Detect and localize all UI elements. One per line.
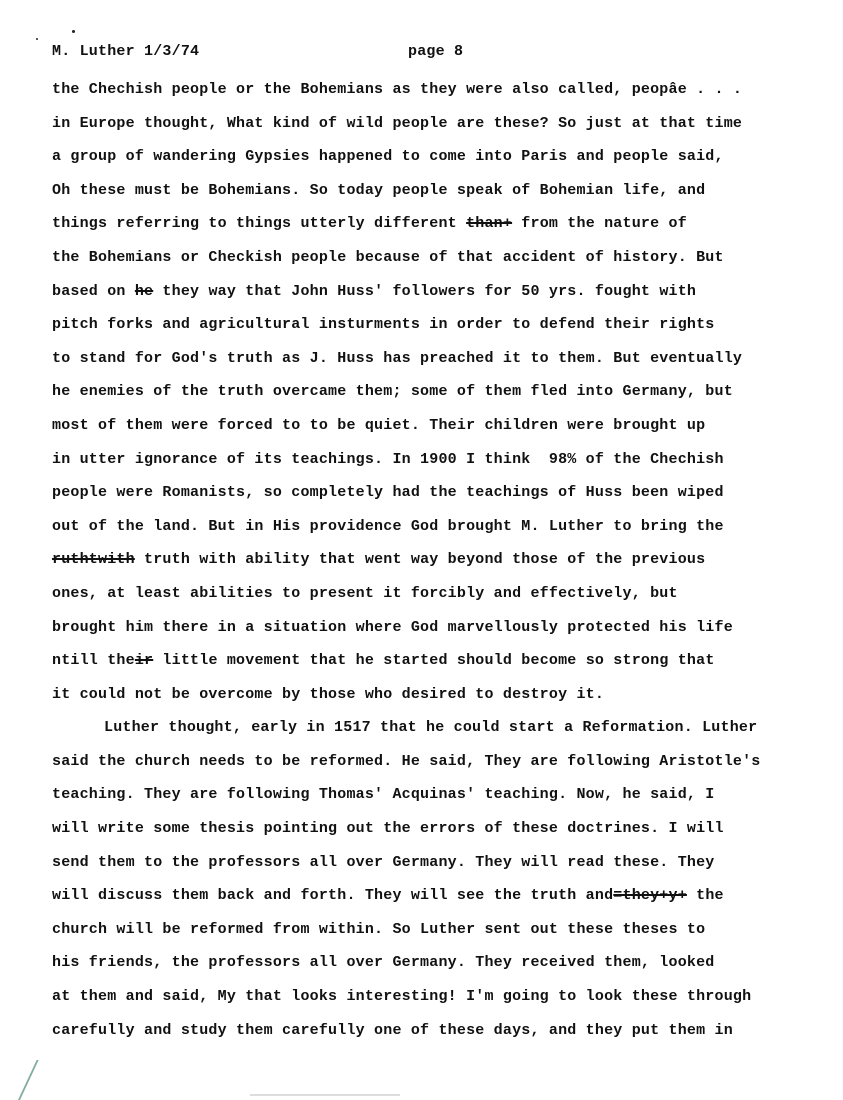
scan-edge-mark: [0, 1060, 39, 1100]
text-line: [52, 280, 842, 314]
text-line: [52, 582, 842, 616]
text-line-continuation: little movement that he started should become so strong that: [153, 652, 715, 670]
text-line-content: church will be reformed from within. So Luther sent out these theses to: [52, 920, 706, 938]
text-line-content: to stand for God's truth as J. Huss has preached it to them. But eventually: [52, 349, 743, 367]
struck-text: he: [134, 282, 154, 300]
text-line: [52, 884, 842, 918]
text-line: [52, 347, 842, 381]
text-line-content: will write some thesis pointing out the errors of these doctrines. I will: [52, 820, 724, 838]
page-header: [52, 43, 552, 67]
text-line: [52, 817, 842, 851]
text-line: [52, 985, 842, 1019]
text-line-continuation: the: [686, 887, 724, 905]
text-line-content: ntill the: [52, 652, 135, 670]
text-line-content: in Europe thought, What kind of wild people are these? So just at that time: [52, 114, 743, 132]
body-text: [52, 78, 842, 1052]
text-line-content: pitch forks and agricultural insturments in order to defend their rights: [52, 316, 715, 334]
text-line-continuation: they way that John Huss' followers for 50 yrs. fought with: [153, 282, 697, 300]
text-line: [52, 246, 842, 280]
page-number: page 8: [408, 43, 464, 60]
text-line: [52, 918, 842, 952]
ink-speck: [36, 38, 38, 40]
author-date: M. Luther 1/3/74: [52, 43, 200, 60]
text-line: [52, 548, 842, 582]
struck-text: than+: [466, 215, 513, 233]
text-line-content: the Chechish people or the Bohemians as they were also called, peopâe . . .: [52, 81, 743, 98]
text-line-content: the Bohemians or Checkish people because of that accident of history. But: [52, 248, 724, 266]
text-line-continuation: truth with ability that went way beyond those of the previous: [134, 551, 706, 569]
text-line-content: send them to the professors all over Germany. They will read these. They: [52, 853, 715, 871]
text-line-content: said the church needs to be reformed. He said, They are following Aristotle's: [52, 752, 761, 770]
text-line: [52, 380, 842, 414]
text-line-content: most of them were forced to to be quiet. Their children were brought up: [52, 416, 706, 434]
text-line: [52, 481, 842, 515]
text-line-content: ones, at least abilities to present it forcibly and effectively, but: [52, 584, 678, 602]
text-line: [52, 616, 842, 650]
text-line: [52, 448, 842, 482]
text-line: [52, 1019, 842, 1053]
text-line-content: will discuss them back and forth. They will see the truth and: [52, 887, 614, 905]
text-line-content: teaching. They are following Thomas' Acquinas' teaching. Now, he said, I: [52, 786, 715, 804]
text-line: [52, 145, 842, 179]
text-line-content: based on: [52, 282, 135, 300]
text-line: [52, 649, 842, 683]
text-line-content: brought him there in a situation where God marvellously protected his life: [52, 618, 733, 636]
ink-speck: [72, 30, 75, 33]
text-line: [52, 851, 842, 885]
text-line-content: it could not be overcome by those who desired to destroy it.: [52, 685, 605, 703]
text-line-content: a group of wandering Gypsies happened to come into Paris and people said,: [52, 148, 724, 166]
text-line: [52, 783, 842, 817]
struck-text: =they+y+: [613, 887, 687, 905]
text-line: [52, 179, 842, 213]
text-line-continuation: from the nature of: [512, 215, 687, 233]
text-line: [52, 515, 842, 549]
text-line: [52, 212, 842, 246]
text-line-content: out of the land. But in His providence God brought M. Luther to bring the: [52, 517, 724, 535]
text-line: [52, 716, 842, 750]
text-line-content: Oh these must be Bohemians. So today people speak of Bohemian life, and: [52, 181, 706, 199]
text-line-content: things referring to things utterly different: [52, 215, 467, 233]
scan-fold-mark: [250, 1094, 400, 1096]
text-line: [52, 78, 842, 112]
text-line-content: his friends, the professors all over Germany. They received them, looked: [52, 954, 715, 972]
text-line-content: Luther thought, early in 1517 that he could start a Reformation. Luther: [104, 719, 758, 737]
text-line: [52, 313, 842, 347]
text-line: [52, 414, 842, 448]
struck-text: ir: [134, 652, 154, 670]
struck-text: ruthtwith: [52, 551, 135, 569]
text-line-content: carefully and study them carefully one of these days, and they put them in: [52, 1021, 733, 1039]
text-line-content: people were Romanists, so completely had the teachings of Huss been wiped: [52, 484, 724, 502]
text-line: [52, 951, 842, 985]
text-line-content: he enemies of the truth overcame them; some of them fled into Germany, but: [52, 383, 733, 401]
text-line: [52, 750, 842, 784]
text-line-content: at them and said, My that looks interesting! I'm going to look these through: [52, 988, 752, 1006]
text-line: [52, 112, 842, 146]
text-line-content: in utter ignorance of its teachings. In 1900 I think 98% of the Chechish: [52, 450, 724, 468]
text-line: [52, 683, 842, 717]
